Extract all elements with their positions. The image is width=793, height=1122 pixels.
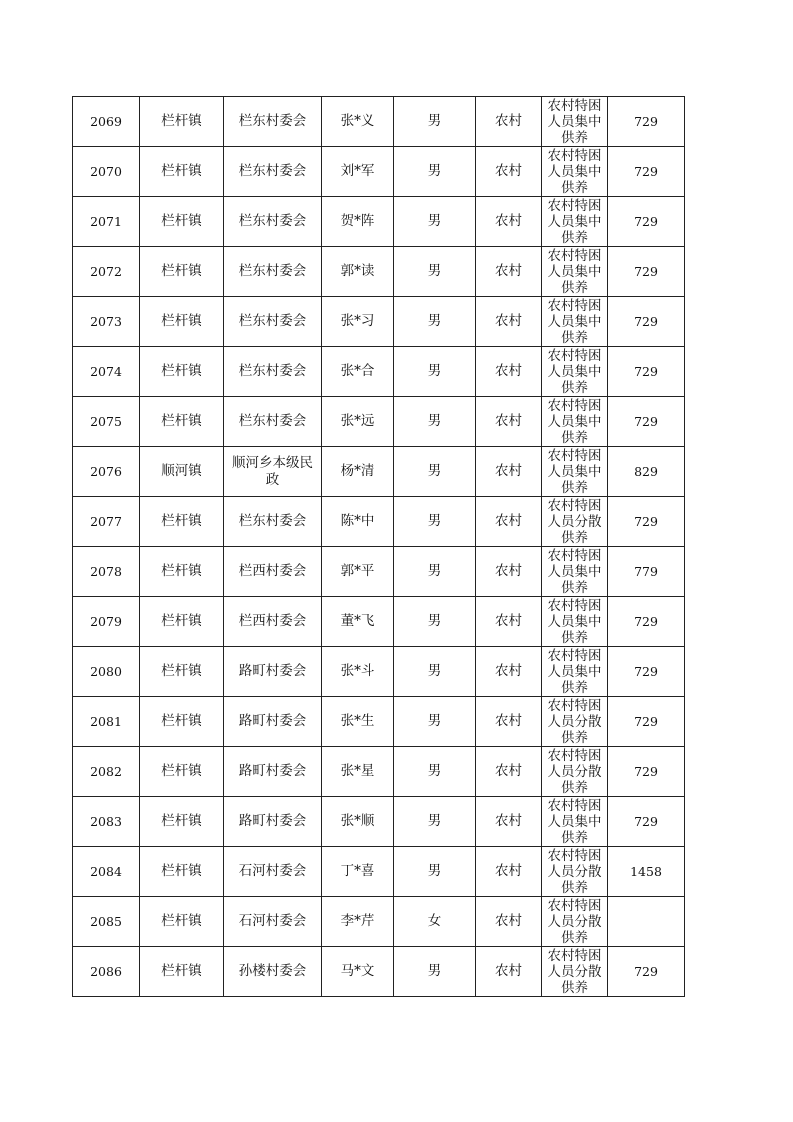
support-type-text: 农村特困人员集中供养 [547, 348, 602, 396]
amount-cell: 779 [608, 547, 685, 597]
village-committee-cell [224, 97, 322, 147]
support-type-text: 农村特困人员分散供养 [547, 698, 602, 746]
support-type-text: 农村特困人员集中供养 [547, 198, 602, 246]
amount-cell: 729 [608, 347, 685, 397]
person-name-cell: 刘*军 [322, 147, 394, 197]
area-type-cell: 农村 [476, 747, 542, 797]
support-type-clip [542, 647, 607, 696]
record-id-cell: 2079 [73, 597, 140, 647]
table-row [73, 647, 685, 697]
area-type-cell: 农村 [476, 497, 542, 547]
gender-cell: 女 [394, 897, 476, 947]
amount-cell: 829 [608, 447, 685, 497]
village-committee-cell [224, 797, 322, 847]
gender-cell: 男 [394, 347, 476, 397]
person-name-cell: 张*义 [322, 97, 394, 147]
support-type-text: 农村特困人员集中供养 [547, 398, 602, 446]
support-type-clip [542, 347, 607, 396]
support-type-cell [542, 347, 608, 397]
support-type-text: 农村特困人员集中供养 [547, 648, 602, 696]
area-type-cell: 农村 [476, 197, 542, 247]
area-type-cell: 农村 [476, 447, 542, 497]
town-cell: 栏杆镇 [140, 347, 224, 397]
table-row [73, 747, 685, 797]
town-cell: 栏杆镇 [140, 297, 224, 347]
town-cell: 栏杆镇 [140, 197, 224, 247]
support-type-clip [542, 197, 607, 246]
record-id-cell: 2083 [73, 797, 140, 847]
town-cell: 栏杆镇 [140, 97, 224, 147]
support-type-clip [542, 97, 607, 146]
table-row [73, 947, 685, 997]
amount-cell: 1458 [608, 847, 685, 897]
table-row [73, 147, 685, 197]
village-committee-text: 石河村委会 [238, 863, 307, 879]
support-type-clip [542, 697, 607, 746]
support-type-clip [542, 247, 607, 296]
town-cell: 栏杆镇 [140, 847, 224, 897]
town-cell: 栏杆镇 [140, 597, 224, 647]
person-name-cell: 李*芹 [322, 897, 394, 947]
support-type-text: 农村特困人员集中供养 [547, 448, 602, 496]
village-committee-cell [224, 697, 322, 747]
support-type-cell [542, 847, 608, 897]
support-type-text: 农村特困人员集中供养 [547, 98, 602, 146]
village-committee-text: 栏东村委会 [238, 163, 307, 179]
village-committee-cell [224, 947, 322, 997]
person-name-cell: 陈*中 [322, 497, 394, 547]
table-row [73, 297, 685, 347]
amount-cell: 729 [608, 797, 685, 847]
village-committee-cell [224, 747, 322, 797]
amount-cell: 729 [608, 497, 685, 547]
town-cell: 栏杆镇 [140, 797, 224, 847]
record-id-cell: 2078 [73, 547, 140, 597]
record-id-cell: 2069 [73, 97, 140, 147]
support-type-cell [542, 497, 608, 547]
village-committee-text: 石河村委会 [238, 913, 307, 929]
village-committee-text: 路町村委会 [238, 763, 307, 779]
table-row [73, 197, 685, 247]
gender-cell: 男 [394, 247, 476, 297]
support-type-text: 农村特困人员集中供养 [547, 798, 602, 846]
village-committee-text: 栏东村委会 [238, 363, 307, 379]
table-row [73, 847, 685, 897]
town-cell: 栏杆镇 [140, 247, 224, 297]
record-id-cell: 2075 [73, 397, 140, 447]
village-committee-cell [224, 147, 322, 197]
area-type-cell: 农村 [476, 697, 542, 747]
beneficiary-table [72, 96, 685, 997]
village-committee-cell [224, 297, 322, 347]
support-type-clip [542, 447, 607, 496]
table-row [73, 447, 685, 497]
support-type-clip [542, 597, 607, 646]
person-name-cell: 张*顺 [322, 797, 394, 847]
support-type-text: 农村特困人员集中供养 [547, 248, 602, 296]
amount-cell: 729 [608, 947, 685, 997]
table-row [73, 347, 685, 397]
village-committee-text: 栏西村委会 [238, 613, 307, 629]
person-name-cell: 张*远 [322, 397, 394, 447]
amount-cell: 729 [608, 147, 685, 197]
table-row [73, 797, 685, 847]
amount-cell: 729 [608, 297, 685, 347]
area-type-cell: 农村 [476, 297, 542, 347]
record-id-cell: 2072 [73, 247, 140, 297]
person-name-cell: 郭*平 [322, 547, 394, 597]
gender-cell: 男 [394, 297, 476, 347]
table-row [73, 597, 685, 647]
village-committee-cell [224, 497, 322, 547]
support-type-text: 农村特困人员集中供养 [547, 598, 602, 646]
village-committee-text: 栏东村委会 [238, 413, 307, 429]
gender-cell: 男 [394, 847, 476, 897]
table-row [73, 247, 685, 297]
amount-cell: 729 [608, 97, 685, 147]
person-name-cell: 丁*喜 [322, 847, 394, 897]
gender-cell: 男 [394, 797, 476, 847]
support-type-clip [542, 747, 607, 796]
support-type-text: 农村特困人员分散供养 [547, 898, 602, 946]
support-type-text: 农村特困人员分散供养 [547, 948, 602, 996]
support-type-cell [542, 297, 608, 347]
support-type-cell [542, 897, 608, 947]
record-id-cell: 2084 [73, 847, 140, 897]
village-committee-cell [224, 547, 322, 597]
gender-cell: 男 [394, 647, 476, 697]
support-type-cell [542, 697, 608, 747]
support-type-text: 农村特困人员分散供养 [547, 498, 602, 546]
village-committee-text: 栏西村委会 [238, 563, 307, 579]
record-id-cell: 2086 [73, 947, 140, 997]
area-type-cell: 农村 [476, 947, 542, 997]
village-committee-text: 路町村委会 [238, 663, 307, 679]
record-id-cell: 2070 [73, 147, 140, 197]
village-committee-cell [224, 397, 322, 447]
support-type-cell [542, 97, 608, 147]
village-committee-cell [224, 347, 322, 397]
town-cell: 栏杆镇 [140, 647, 224, 697]
village-committee-text: 孙楼村委会 [238, 963, 307, 979]
amount-cell: 729 [608, 247, 685, 297]
amount-cell: 729 [608, 197, 685, 247]
table-row [73, 547, 685, 597]
gender-cell: 男 [394, 197, 476, 247]
gender-cell: 男 [394, 947, 476, 997]
village-committee-text: 路町村委会 [238, 813, 307, 829]
village-committee-text: 路町村委会 [238, 713, 307, 729]
table-row [73, 697, 685, 747]
gender-cell: 男 [394, 697, 476, 747]
support-type-text: 农村特困人员集中供养 [547, 148, 602, 196]
table-row [73, 897, 685, 947]
person-name-cell: 张*斗 [322, 647, 394, 697]
support-type-cell [542, 597, 608, 647]
support-type-clip [542, 897, 607, 946]
area-type-cell: 农村 [476, 647, 542, 697]
person-name-cell: 张*习 [322, 297, 394, 347]
town-cell: 栏杆镇 [140, 497, 224, 547]
town-cell: 栏杆镇 [140, 147, 224, 197]
support-type-cell [542, 247, 608, 297]
record-id-cell: 2074 [73, 347, 140, 397]
gender-cell: 男 [394, 547, 476, 597]
record-id-cell: 2082 [73, 747, 140, 797]
record-id-cell: 2080 [73, 647, 140, 697]
person-name-cell: 贺*阵 [322, 197, 394, 247]
support-type-cell [542, 947, 608, 997]
gender-cell: 男 [394, 597, 476, 647]
record-id-cell: 2077 [73, 497, 140, 547]
support-type-clip [542, 797, 607, 846]
village-committee-cell [224, 897, 322, 947]
support-type-cell [542, 647, 608, 697]
table-row [73, 497, 685, 547]
support-type-cell [542, 747, 608, 797]
support-type-text: 农村特困人员分散供养 [547, 848, 602, 896]
support-type-clip [542, 847, 607, 896]
amount-cell: 729 [608, 647, 685, 697]
support-type-text: 农村特困人员集中供养 [547, 298, 602, 346]
person-name-cell: 郭*读 [322, 247, 394, 297]
gender-cell: 男 [394, 97, 476, 147]
record-id-cell: 2071 [73, 197, 140, 247]
area-type-cell: 农村 [476, 547, 542, 597]
town-cell: 栏杆镇 [140, 697, 224, 747]
area-type-cell: 农村 [476, 247, 542, 297]
area-type-cell: 农村 [476, 597, 542, 647]
town-cell: 栏杆镇 [140, 897, 224, 947]
gender-cell: 男 [394, 747, 476, 797]
person-name-cell: 张*星 [322, 747, 394, 797]
area-type-cell: 农村 [476, 397, 542, 447]
village-committee-cell [224, 847, 322, 897]
person-name-cell: 杨*清 [322, 447, 394, 497]
table-row [73, 97, 685, 147]
support-type-cell [542, 147, 608, 197]
support-type-cell [542, 547, 608, 597]
support-type-cell [542, 447, 608, 497]
village-committee-cell [224, 597, 322, 647]
gender-cell: 男 [394, 447, 476, 497]
village-committee-cell [224, 197, 322, 247]
amount-cell: 729 [608, 397, 685, 447]
gender-cell: 男 [394, 497, 476, 547]
town-cell: 顺河镇 [140, 447, 224, 497]
support-type-clip [542, 147, 607, 196]
support-type-clip [542, 547, 607, 596]
support-type-cell [542, 797, 608, 847]
support-type-clip [542, 397, 607, 446]
village-committee-text: 栏东村委会 [238, 213, 307, 229]
person-name-cell: 张*生 [322, 697, 394, 747]
area-type-cell: 农村 [476, 147, 542, 197]
table-row [73, 397, 685, 447]
amount-cell [608, 897, 685, 947]
amount-cell: 729 [608, 597, 685, 647]
support-type-text: 农村特困人员集中供养 [547, 548, 602, 596]
town-cell: 栏杆镇 [140, 747, 224, 797]
support-type-text: 农村特困人员分散供养 [547, 748, 602, 796]
area-type-cell: 农村 [476, 97, 542, 147]
support-type-clip [542, 497, 607, 546]
record-id-cell: 2085 [73, 897, 140, 947]
area-type-cell: 农村 [476, 897, 542, 947]
area-type-cell: 农村 [476, 797, 542, 847]
support-type-cell [542, 197, 608, 247]
amount-cell: 729 [608, 747, 685, 797]
village-committee-text: 栏东村委会 [238, 513, 307, 529]
village-committee-text: 栏东村委会 [238, 313, 307, 329]
area-type-cell: 农村 [476, 847, 542, 897]
village-committee-text: 栏东村委会 [238, 263, 307, 279]
amount-cell: 729 [608, 697, 685, 747]
support-type-cell [542, 397, 608, 447]
town-cell: 栏杆镇 [140, 947, 224, 997]
person-name-cell: 马*文 [322, 947, 394, 997]
village-committee-cell [224, 247, 322, 297]
record-id-cell: 2081 [73, 697, 140, 747]
village-committee-cell [224, 447, 322, 497]
person-name-cell: 董*飞 [322, 597, 394, 647]
gender-cell: 男 [394, 397, 476, 447]
gender-cell: 男 [394, 147, 476, 197]
record-id-cell: 2073 [73, 297, 140, 347]
village-committee-cell [224, 647, 322, 697]
support-type-clip [542, 297, 607, 346]
village-committee-text: 顺河乡本级民政 [232, 454, 313, 488]
support-type-clip [542, 947, 607, 996]
village-committee-text: 栏东村委会 [238, 113, 307, 129]
area-type-cell: 农村 [476, 347, 542, 397]
table-body [73, 97, 685, 997]
town-cell: 栏杆镇 [140, 547, 224, 597]
town-cell: 栏杆镇 [140, 397, 224, 447]
person-name-cell: 张*合 [322, 347, 394, 397]
record-id-cell: 2076 [73, 447, 140, 497]
